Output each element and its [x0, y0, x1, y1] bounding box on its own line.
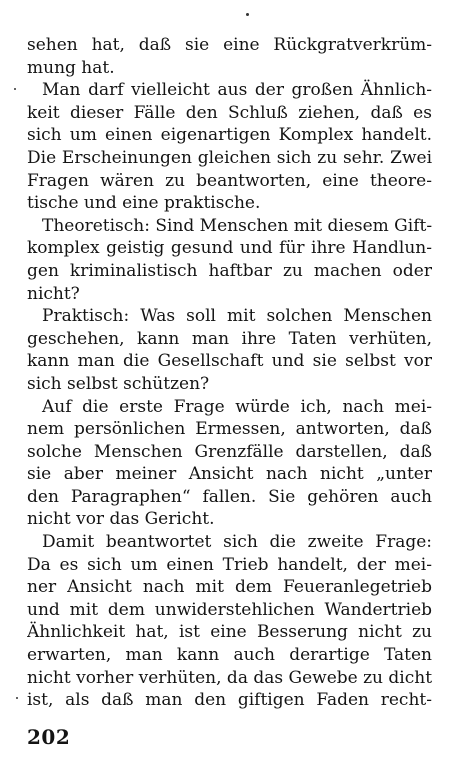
- text-line: tische und eine praktische.: [27, 193, 261, 214]
- text-line: solche Menschen Grenzfälle darstellen, daß: [27, 441, 432, 462]
- text-line: nicht vor das Gericht.: [27, 509, 215, 530]
- text-line: nicht vorher verhüten, da das Gewebe zu dicht: [27, 667, 432, 688]
- text-line: Die Erscheinungen gleichen sich zu sehr. Zwei: [27, 147, 432, 168]
- paragraph-start-line: Auf die erste Frage würde ich, nach mei-: [42, 396, 432, 417]
- text-line: kann man die Gesellschaft und sie selbst vor: [27, 351, 432, 372]
- paragraph-start-line: Damit beantwortet sich die zweite Frage:: [42, 532, 432, 553]
- text-line: Ähnlichkeit hat, ist eine Besserung nicht zu: [27, 622, 432, 643]
- text-line: ist, als daß man den giftigen Faden recht-: [27, 690, 432, 711]
- paragraph-start-line: Man darf vielleicht aus der großen Ähnlich-: [42, 80, 432, 101]
- paragraph-start-line: Theoretisch: Sind Menschen mit diesem Gift-: [42, 215, 432, 236]
- text-line: und mit dem unwiderstehlichen Wandertrieb: [27, 599, 432, 620]
- text-line: Fragen wären zu beantworten, eine theore-: [27, 170, 432, 191]
- text-line: gen kriminalistisch haftbar zu machen oder: [27, 260, 432, 281]
- text-line: sich um einen eigenartigen Komplex handelt.: [27, 125, 432, 146]
- text-line: geschehen, kann man ihre Taten verhüten,: [27, 328, 432, 349]
- text-line: den Paragraphen“ fallen. Sie gehören auch: [27, 486, 432, 507]
- text-line: ner Ansicht nach mit dem Feueranlegetrieb: [27, 577, 432, 598]
- body-text: [27, 34, 432, 712]
- text-line: sie aber meiner Ansicht nach nicht „unter: [27, 464, 432, 485]
- text-line: erwarten, man kann auch derartige Taten: [27, 645, 432, 666]
- page-number: 202: [27, 725, 71, 749]
- text-line: nicht?: [27, 283, 80, 304]
- text-line: keit dieser Fälle den Schluß ziehen, daß es: [27, 102, 432, 123]
- print-speck-top: [246, 13, 249, 16]
- text-line: sich selbst schützen?: [27, 373, 210, 394]
- text-line: mung hat.: [27, 57, 115, 78]
- text-line: sehen hat, daß sie eine Rückgratverkrüm-: [27, 35, 432, 55]
- print-speck-bottom-left: [16, 697, 18, 699]
- paragraph-start-line: Praktisch: Was soll mit solchen Menschen: [42, 306, 432, 327]
- text-line: Da es sich um einen Trieb handelt, der mei-: [27, 554, 432, 575]
- print-speck-left: [14, 88, 16, 90]
- text-line: nem persönlichen Ermessen, antworten, daß: [27, 419, 432, 440]
- text-line: komplex geistig gesund und für ihre Handlun-: [27, 238, 432, 259]
